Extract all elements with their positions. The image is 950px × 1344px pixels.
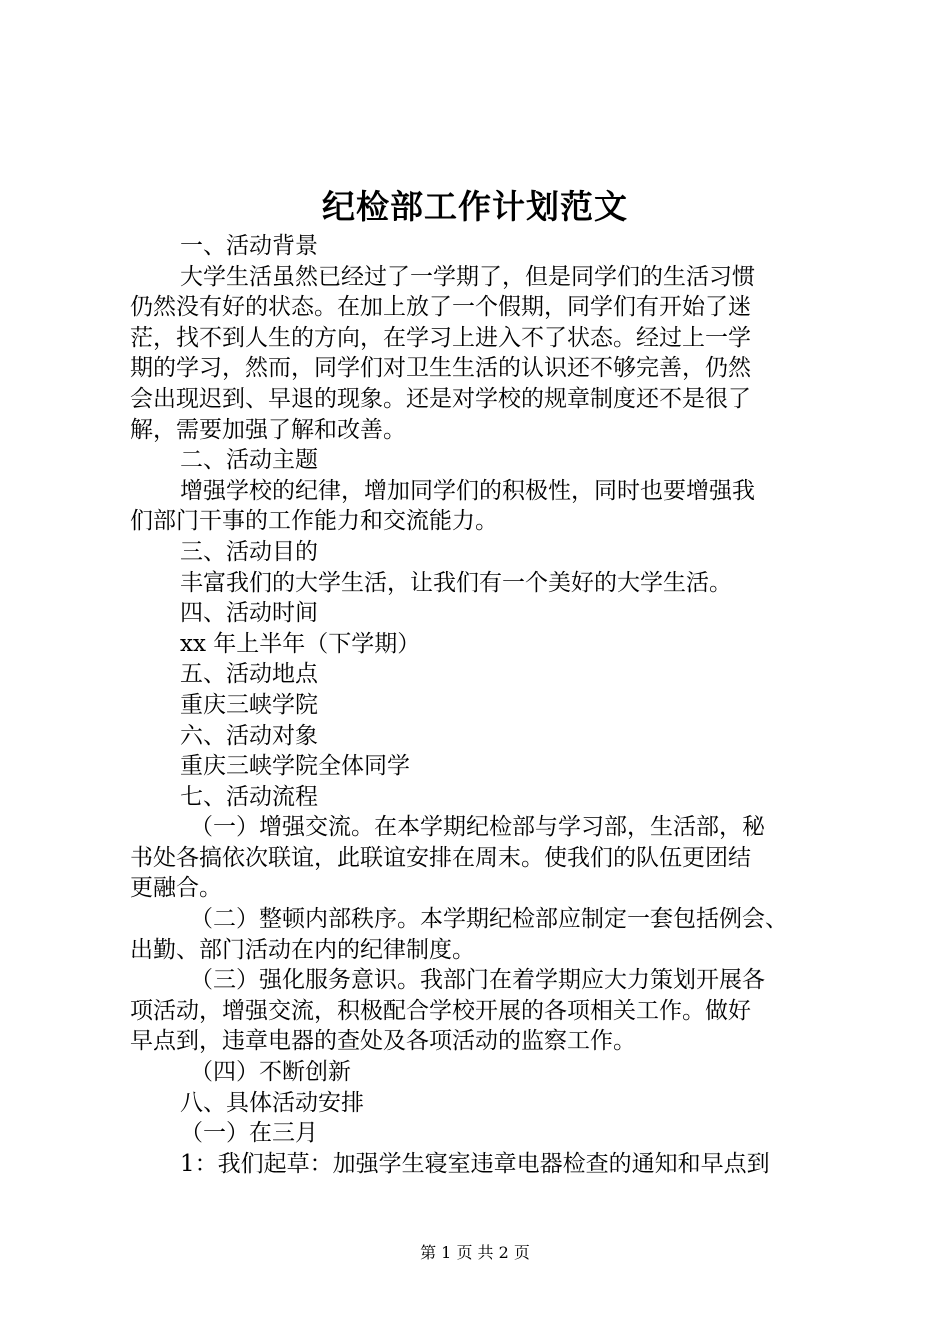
page-footer: 第 1 页 共 2 页 [420,1243,530,1262]
section-heading: 二、活动主题 [180,447,318,474]
paragraph-line: （一）增强交流。在本学期纪检部与学习部，生活部，秘 [190,814,765,841]
paragraph-line: （二）整顿内部秩序。本学期纪检部应制定一套包括例会、 [190,906,788,933]
paragraph-line: 重庆三峡学院全体同学 [180,753,410,780]
section-heading: 七、活动流程 [180,783,318,810]
paragraph-line: 期的学习，然而，同学们对卫生生活的认识还不够完善，仍然 [130,355,751,382]
paragraph-line: （三）强化服务意识。我部门在着学期应大力策划开展各 [190,967,765,994]
paragraph-line: 仍然没有好的状态。在加上放了一个假期，同学们有开始了迷 [130,294,751,321]
paragraph-line: xx 年上半年（下学期） [180,630,421,657]
section-heading: 六、活动对象 [180,722,318,749]
paragraph-line: 解，需要加强了解和改善。 [130,416,406,443]
paragraph-line: 重庆三峡学院 [180,691,318,718]
section-heading: 五、活动地点 [180,661,318,688]
paragraph-line: （一）在三月 [180,1120,318,1147]
document-title: 纪检部工作计划范文 [322,187,628,226]
paragraph-line: 书处各搞依次联谊，此联谊安排在周末。使我们的队伍更团结 [130,844,751,871]
paragraph-line: 茫，找不到人生的方向，在学习上进入不了状态。经过上一学 [130,324,751,351]
paragraph-line: 更融合。 [130,875,222,902]
paragraph-line: 增强学校的纪律，增加同学们的积极性，同时也要增强我 [180,477,755,504]
paragraph-line: 们部门干事的工作能力和交流能力。 [130,508,498,535]
paragraph-line: 项活动，增强交流，积极配合学校开展的各项相关工作。做好 [130,997,751,1024]
paragraph-line: 出勤、部门活动在内的纪律制度。 [130,936,475,963]
section-heading: 一、活动背景 [180,233,318,259]
section-heading: 三、活动目的 [180,538,318,565]
paragraph-line: （四）不断创新 [190,1059,351,1086]
section-heading: 四、活动时间 [180,600,318,627]
paragraph-line: 大学生活虽然已经过了一学期了，但是同学们的生活习惯 [180,263,755,290]
paragraph-line: 丰富我们的大学生活，让我们有一个美好的大学生活。 [180,569,732,596]
paragraph-line: 1：我们起草：加强学生寝室违章电器检查的通知和早点到 [180,1150,770,1177]
paragraph-line: 会出现迟到、早退的现象。还是对学校的规章制度还不是很了 [130,385,751,412]
paragraph-line: 早点到，违章电器的查处及各项活动的监察工作。 [130,1028,636,1055]
document-body [130,231,835,1179]
section-heading: 八、具体活动安排 [180,1089,364,1116]
